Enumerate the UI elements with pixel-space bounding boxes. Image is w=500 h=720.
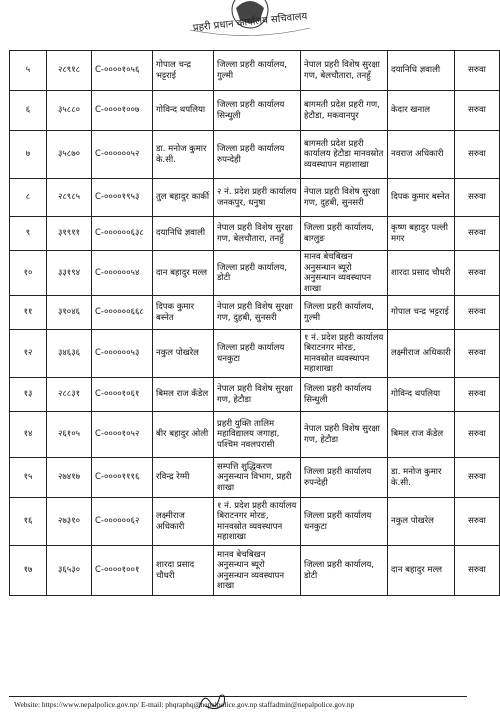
employee-code-cell: C-००००००५३ [92,330,153,378]
table-row [10,51,500,91]
employee-code-cell: C-००००१०५६ [92,51,153,91]
employee-id-cell: २६१०५ [47,412,92,458]
table-row [10,412,500,458]
current-office-cell: जिल्ला प्रहरी कार्यालय, डोटी [214,251,301,296]
action-type-cell: सरुवा [455,546,500,596]
stamp-text: प्रहरी प्रधान कार्यालय सचिवालय [192,11,308,34]
replacement-officer-cell: दयानिधि ज्ञवाली [388,51,455,91]
new-office-cell: नेपाल प्रहरी विशेष सुरक्षा गण, बेलचौतारा, तनहुँ [301,51,388,91]
action-type-cell: सरुवा [455,378,500,412]
replacement-officer-cell: लक्ष्मीराज अधिकारी [388,330,455,378]
serial-number-cell: १० [10,251,47,296]
employee-id-cell: २८९८५ [47,179,92,217]
employee-code-cell: C-००००००६३८ [92,217,153,251]
employee-id-cell: ३१०४६ [47,296,92,330]
serial-number-cell: ५ [10,51,47,91]
officer-name-cell: दान बहादुर मल्ल [153,251,214,296]
serial-number-cell: ६ [10,91,47,131]
officer-name-cell: तुल बहादुर कार्की [153,179,214,217]
new-office-cell: मानव बेचबिखन अनुसन्धान ब्यूरो अनुसन्धान व्यवस्थापन शाखा [301,251,388,296]
table-row [10,296,500,330]
new-office-cell: नेपाल प्रहरी विशेष सुरक्षा गण, दुहबी, सुनसरी [301,179,388,217]
current-office-cell: जिल्ला प्रहरी कार्यालय, गुल्मी [214,51,301,91]
new-office-cell: जिल्ला प्रहरी कार्यालय रुपन्देही [301,458,388,498]
new-office-cell: जिल्ला प्रहरी कार्यालय सिन्धुली [301,378,388,412]
footer-contact: Website: https://www.nepalpolice.gov.np/ E-mail: phqraphq@nepalpolice.gov.np staffadmin@nepalpolice.gov.np [14,700,355,709]
employee-id-cell: २७३१० [47,498,92,546]
employee-code-cell: C-००००१००७ [92,91,153,131]
table-row [10,131,500,179]
current-office-cell: नेपाल प्रहरी विशेष सुरक्षा गण, दुहबी, सुनसरी [214,296,301,330]
serial-number-cell: १७ [10,546,47,596]
employee-id-cell: ३४६३६ [47,330,92,378]
officer-name-cell: दयानिधि ज्ञवाली [153,217,214,251]
employee-code-cell: C-००००१००१ [92,546,153,596]
officer-name-cell: लक्ष्मीराज अधिकारी [153,498,214,546]
table-row [10,91,500,131]
replacement-officer-cell: नकुल पोखरेल [388,498,455,546]
officer-name-cell: शारदा प्रसाद चौधरी [153,546,214,596]
serial-number-cell: १५ [10,458,47,498]
current-office-cell: प्रहरी युक्ति तालिम महाविद्यालय जगाहा, पश्चिम नवलपरासी [214,412,301,458]
table-row [10,179,500,217]
employee-code-cell: C-००००१०६१ [92,378,153,412]
new-office-cell: १ नं. प्रदेश प्रहरी कार्यालय बिराटनगर मोरङ, मानवस्रोत व्यवस्थापन महाशाखा [301,330,388,378]
action-type-cell: सरुवा [455,412,500,458]
footer-rule [9,696,467,697]
employee-code-cell: C-००००१९५३ [92,179,153,217]
employee-id-cell: २८८३१ [47,378,92,412]
action-type-cell: सरुवा [455,498,500,546]
replacement-officer-cell: दिपक कुमार बस्नेत [388,179,455,217]
replacement-officer-cell: गोविन्द थपलिया [388,378,455,412]
replacement-officer-cell: डा. मनोज कुमार के.सी. [388,458,455,498]
employee-id-cell: २७४१७ [47,458,92,498]
employee-code-cell: C-००००००५२ [92,131,153,179]
replacement-officer-cell: नवराज अधिकारी [388,131,455,179]
action-type-cell: सरुवा [455,217,500,251]
employee-id-cell: ३३१९४ [47,251,92,296]
table-row [10,546,500,596]
officer-name-cell: बिमल राज कँडेल [153,378,214,412]
table-row [10,378,500,412]
replacement-officer-cell: केदार खनाल [388,91,455,131]
action-type-cell: सरुवा [455,131,500,179]
current-office-cell: जिल्ला प्रहरी कार्यालय सिन्धुली [214,91,301,131]
new-office-cell: जिल्ला प्रहरी कार्यालय, गुल्मी [301,296,388,330]
current-office-cell: मानव बेचबिखन अनुसन्धान ब्यूरो अनुसन्धान व्यवस्थापन शाखा [214,546,301,596]
officer-name-cell: डा. मनोज कुमार के.सी. [153,131,214,179]
current-office-cell: सम्पत्ति शुद्धिकरण अनुसन्धान विभाग, प्रहरी शाखा [214,458,301,498]
new-office-cell: बागमती प्रदेश प्रहरी गण, हेटौडा, मकवानपुर [301,91,388,131]
table-row [10,498,500,546]
new-office-cell: नेपाल प्रहरी विशेष सुरक्षा गण, हेटौडा [301,412,388,458]
current-office-cell: नेपाल प्रहरी विशेष सुरक्षा गण, बेलचौतारा, तनहुँ [214,217,301,251]
replacement-officer-cell: कृष्ण बहादुर पल्ली मगर [388,217,455,251]
serial-number-cell: १३ [10,378,47,412]
replacement-officer-cell: दान बहादुर मल्ल [388,546,455,596]
employee-code-cell: C-००००००५४ [92,251,153,296]
table-row [10,217,500,251]
action-type-cell: सरुवा [455,296,500,330]
officer-name-cell: नकुल पोखरेल [153,330,214,378]
officer-name-cell: बीर बहादुर ओली [153,412,214,458]
employee-code-cell: C-००००१०५२ [92,412,153,458]
new-office-cell: जिल्ला प्रहरी कार्यालय, बाग्लुङ [301,217,388,251]
serial-number-cell: ११ [10,296,47,330]
current-office-cell: जिल्ला प्रहरी कार्यालय रुपन्देही [214,131,301,179]
officer-name-cell: दिपक कुमार बस्नेत [153,296,214,330]
action-type-cell: सरुवा [455,91,500,131]
replacement-officer-cell: शारदा प्रसाद चौधरी [388,251,455,296]
employee-id-cell: ३५८८० [47,91,92,131]
current-office-cell: १ नं. प्रदेश प्रहरी कार्यालय बिराटनगर मोरङ, मानवस्रोत व्यवस्थापन महाशाखा [214,498,301,546]
replacement-officer-cell: गोपाल चन्द्र भट्टराई [388,296,455,330]
current-office-cell: जिल्ला प्रहरी कार्यालय धनकुटा [214,330,301,378]
action-type-cell: सरुवा [455,179,500,217]
action-type-cell: सरुवा [455,330,500,378]
employee-code-cell: C-००००००६६८ [92,296,153,330]
employee-id-cell: २८९१८ [47,51,92,91]
action-type-cell: सरुवा [455,51,500,91]
officer-name-cell: रविन्द्र रेग्मी [153,458,214,498]
new-office-cell: जिल्ला प्रहरी कार्यालय धनकुटा [301,498,388,546]
officer-name-cell: गोविन्द थपलिया [153,91,214,131]
serial-number-cell: १२ [10,330,47,378]
current-office-cell: नेपाल प्रहरी विशेष सुरक्षा गण, हेटौडा [214,378,301,412]
table-row [10,458,500,498]
serial-number-cell: १६ [10,498,47,546]
serial-number-cell: १४ [10,412,47,458]
employee-id-cell: ३५८७० [47,131,92,179]
new-office-cell: बागमती प्रदेश प्रहरी कार्यालय हेटौडा मानवस्रोत व्यवस्थापन महाशाखा [301,131,388,179]
current-office-cell: २ नं. प्रदेश प्रहरी कार्यालय जनकपुर, धनुषा [214,179,301,217]
serial-number-cell: ७ [10,131,47,179]
transfer-table [9,50,500,596]
employee-id-cell: ३६५३० [47,546,92,596]
action-type-cell: सरुवा [455,458,500,498]
serial-number-cell: ९ [10,217,47,251]
table-row [10,251,500,296]
new-office-cell: जिल्ला प्रहरी कार्यालय, डोटी [301,546,388,596]
employee-code-cell: C-००००००६२ [92,498,153,546]
action-type-cell: सरुवा [455,251,500,296]
employee-code-cell: C-००००१११६ [92,458,153,498]
table-row [10,330,500,378]
serial-number-cell: ८ [10,179,47,217]
replacement-officer-cell: बिमल राज कँडेल [388,412,455,458]
officer-name-cell: गोपाल चन्द्र भट्टराई [153,51,214,91]
employee-id-cell: ३१९११ [47,217,92,251]
